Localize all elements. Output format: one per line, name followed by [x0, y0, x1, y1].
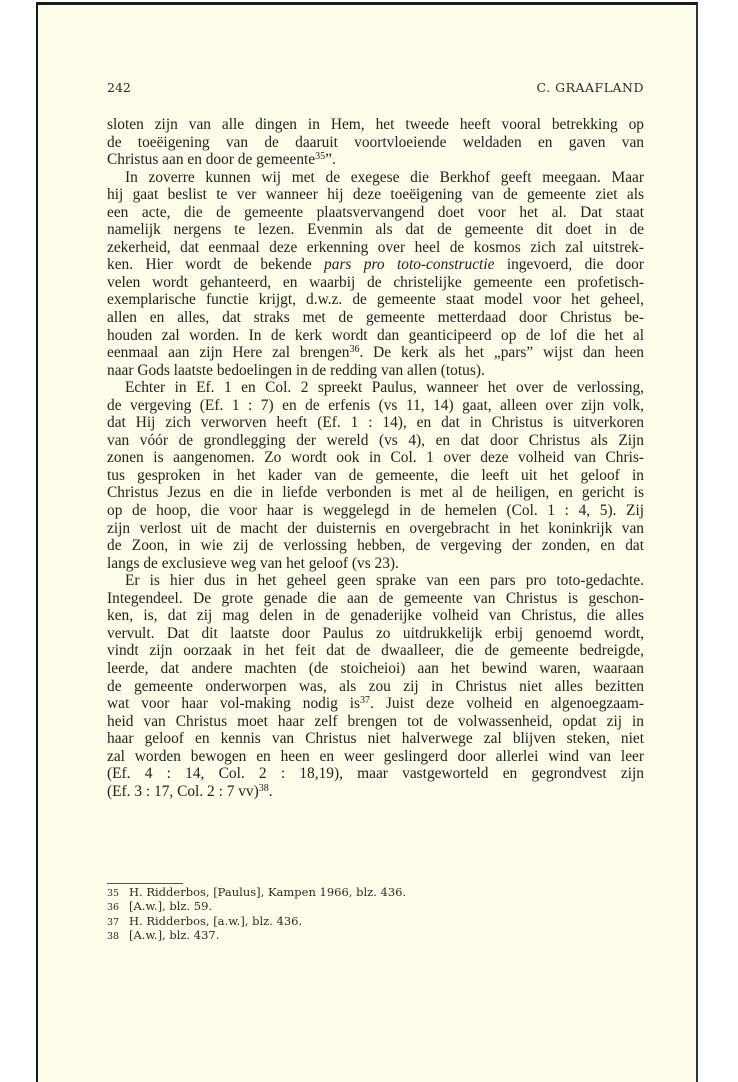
- text-line: wat voor haar vol-making nodig $is^{37}$. Juist deze volheid en algenoegzaam-: [107, 695, 644, 713]
- text-line: langs de exclusieve weg van het geloof (vs 23).: [107, 554, 399, 572]
- text-line: de gemeente onderworpen was, als zou zij in Christus niet alles bezitten: [107, 677, 644, 695]
- footnote-text: H. Ridderbos, [Paulus], Kampen 1966, blz. 436.: [129, 885, 407, 899]
- text-line: sloten zijn van alle dingen in Hem, het tweede heeft vooral betrekking op: [107, 116, 644, 133]
- text-line: een acte, die de gemeente plaatsvervangend doet voor het al. Dat staat: [107, 203, 644, 221]
- text-line: leerde, dat andere machten (de stoicheioi) aan het bewind waren, waaraan: [107, 659, 644, 677]
- text-line: eenmaal aan zijn Here zal brengen$^{36}$. De kerk als het „pars” wijst dan heen: [107, 344, 644, 362]
- text-line: naar Gods laatste bedoelingen in de redding van allen (totus).: [107, 361, 485, 379]
- text-line: Echter in Ef. 1 en Col. 2 spreekt Paulus, wanneer het over de verlossing,: [125, 379, 644, 397]
- text-line: zonen is aangenomen. Zo wordt ook in Col. 1 over deze volheid van Chris-: [107, 449, 644, 467]
- text-line: de vergeving (Ef. 1 : 7) en de erfenis (vs 11, 14) gaat, alleen over zijn volk,: [107, 396, 644, 414]
- text-line: op de hoop, die voor haar is weggelegd in de hemelen (Col. 1 : 4, 5). Zij: [107, 502, 644, 520]
- footnote-ref: 35: [315, 151, 326, 163]
- paragraph: [107, 379, 644, 572]
- text-line: allen en alles, dat straks met de gemeente metterdaad door Christus be-: [107, 309, 644, 327]
- text-line: van vóór de grondlegging der wereld (vs 4), en dat door Christus als Zijn: [107, 431, 644, 449]
- footnote: [107, 929, 406, 943]
- footnote-number: 36: [107, 902, 120, 914]
- footnote-text: [A.w.], blz. 59.: [129, 899, 213, 914]
- text-line: vindt zijn oorzaak in het feit dat de dwaalleer, die de gemeente bedreigde,: [107, 642, 644, 660]
- footnote-rule: [107, 883, 183, 884]
- running-author: C. GRAAFLAND: [536, 80, 644, 95]
- footnote-number: 35: [107, 888, 120, 899]
- text-line: (Ef. 4 : 14, Col. 2 : 18,19), maar vastgeworteld en gegrondvest zijn: [107, 765, 644, 783]
- text-line: tus gesproken in het kader van de gemeente, die leeft uit het geloof in: [107, 466, 644, 484]
- text-line: hij gaat beslist te ver wanneer hij deze toeëigening van de gemeente ziet als: [107, 186, 644, 204]
- text-line: ken. Hier wordt de bekende pars pro toto-constructie ingevoerd, die door: [107, 256, 645, 274]
- text-line: haar geloof en kennis van Christus niet halverwege zal blijven steken, niet: [107, 730, 644, 748]
- footnote: [107, 915, 406, 929]
- paragraph: [107, 169, 644, 380]
- text-line: Integendeel. De grote genade die aan de gemeente van Christus is geschon-: [107, 589, 644, 607]
- text-line: Christus Jezus en die in liefde verbonden is met al de heiligen, en gericht is: [107, 484, 644, 502]
- footnote: [107, 886, 406, 900]
- footnotes: [107, 886, 406, 944]
- footnote-text: [A.w.], blz. 437.: [129, 928, 220, 943]
- text-line: Christus aan en door de gemeente$^{35}$”.: [107, 151, 336, 169]
- footnote-text: H. Ridderbos, [a.w.], blz. 436.: [129, 913, 303, 928]
- footnote-ref: 37: [360, 695, 371, 707]
- body-text: [107, 116, 644, 800]
- text-line: zijn verlost uit de macht der duisternis en overgebracht in het koninkrijk van: [107, 519, 644, 537]
- footnote-ref: 38: [258, 782, 269, 794]
- text-line: houden zal worden. In de kerk wordt dan geanticipeerd op de lof die het al: [107, 326, 644, 344]
- text-line: dat Hij zich verworven heeft (Ef. 1 : 14), en dat in Christus is uitverkoren: [107, 414, 644, 432]
- text-line: velen wordt gehanteerd, en waarbij de christelijke gemeente een profetisch-: [107, 273, 644, 291]
- text-line: (Ef. 3 : 17, Col. 2 : 7 vv)$^{38}$.: [107, 782, 273, 800]
- text-line: de Zoon, in wie zij de verlossing hebben, de vergeving der zonden, en dat: [107, 537, 644, 555]
- footnote-number: 37: [107, 916, 120, 928]
- paragraph: [107, 116, 644, 169]
- footnote: [107, 900, 406, 914]
- text-line: zal worden bewogen en heen en weer geslingerd door allerlei wind van leer: [107, 747, 644, 765]
- text-line: ken, is, dat zij mag delen in de genaderijke volheid van Christus, die alles: [107, 607, 644, 625]
- text-line: exemplarische functie krijgt, d.w.z. de gemeente staat model voor het geheel,: [107, 291, 644, 309]
- page-number: 242: [107, 80, 131, 95]
- text-line: zekerheid, dat eenmaal deze erkenning over heel de kosmos zich zal uitstrek-: [107, 238, 644, 256]
- text-line: Er is hier dus in het geheel geen sprake van een pars pro toto-gedachte.: [125, 572, 644, 590]
- text-line: heid van Christus moet haar zelf brengen tot de volwassenheid, opdat zij in: [107, 712, 644, 730]
- text-line: In zoverre kunnen wij met de exegese die Berkhof geeft meegaan. Maar: [125, 168, 644, 186]
- text-line: namelijk nergens te lezen. Evenmin als dat de gemeente dit doet in de: [107, 221, 644, 239]
- text-line: vervult. Dat dit laatste door Paulus zo uitdrukkelijk erbij genoemd wordt,: [107, 624, 644, 642]
- text-line: de toeëigening van de daaruit voortvloeiende weldaden en gaven van: [107, 133, 644, 151]
- footnote-ref: 36: [349, 344, 360, 356]
- paragraph: [107, 572, 644, 800]
- footnote-number: 38: [107, 931, 120, 943]
